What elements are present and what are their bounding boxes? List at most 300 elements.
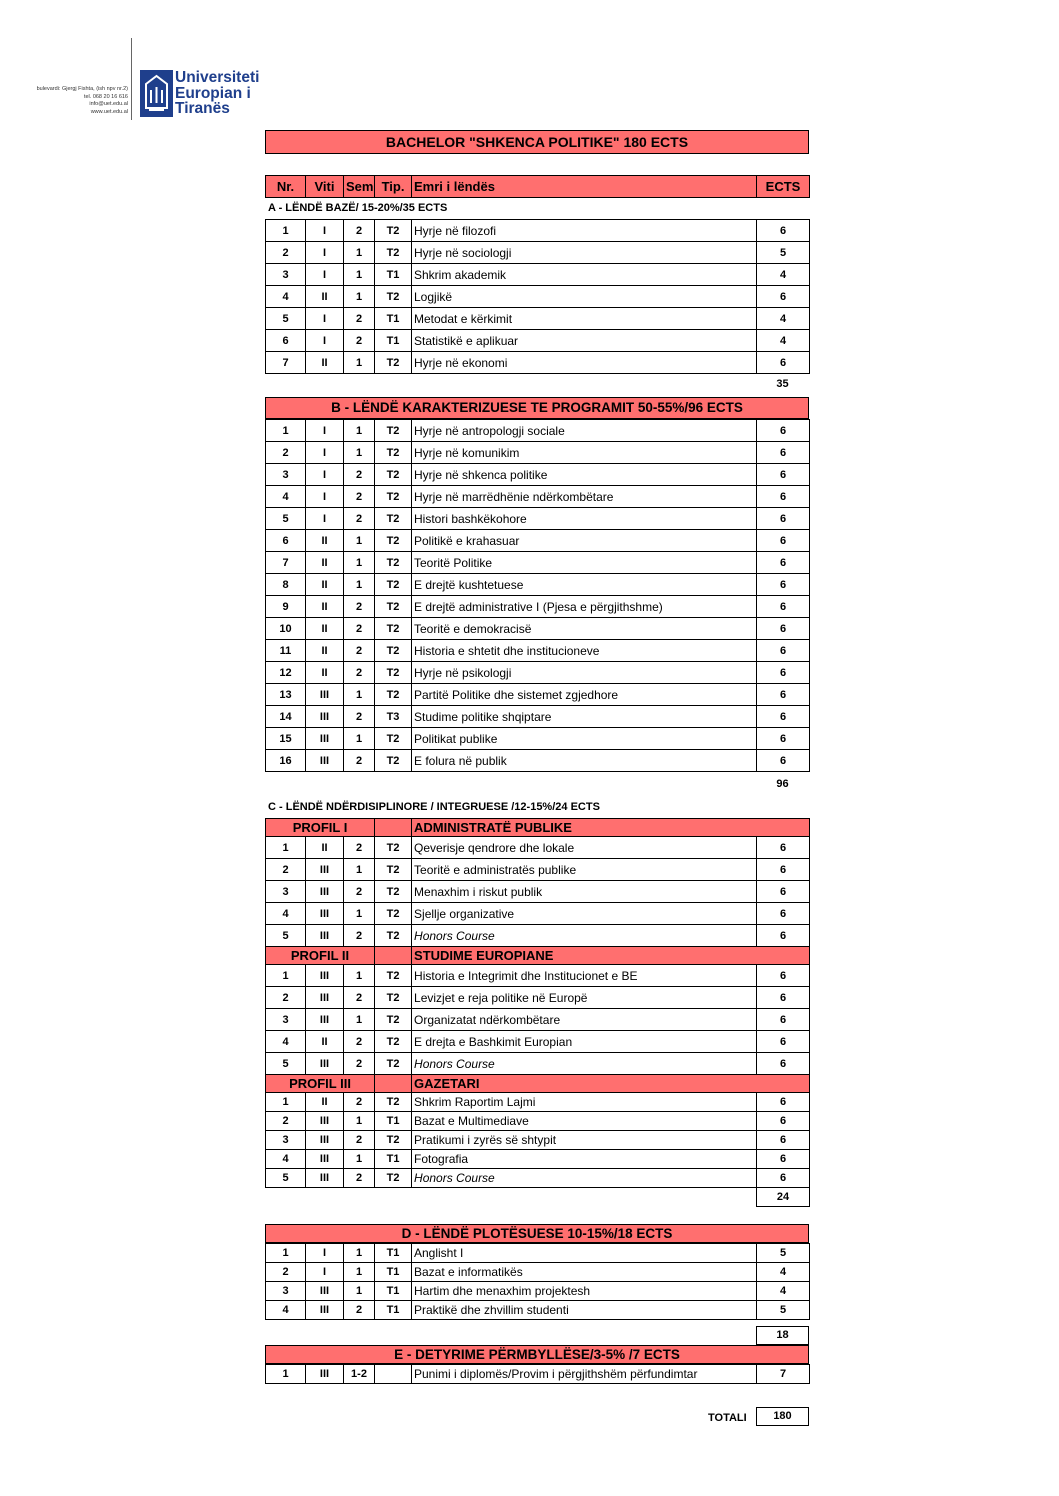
cell-ects: 6 [757, 1053, 810, 1075]
cell-nr: 3 [266, 264, 306, 286]
section-a-label: A - LËNDË BAZË/ 15-20%/35 ECTS [268, 202, 448, 214]
cell-tip: T2 [375, 464, 412, 486]
cell-viti: II [306, 552, 344, 574]
cell-sem: 2 [344, 881, 375, 903]
cell-nr: 6 [266, 330, 306, 352]
course-row [266, 1365, 810, 1384]
cell-viti: I [306, 308, 344, 330]
cell-viti: III [306, 1053, 344, 1075]
cell-course-name: Studime politike shqiptare [412, 706, 757, 728]
cell-sem: 2 [344, 464, 375, 486]
cell-tip: T2 [375, 1169, 412, 1188]
cell-tip: T2 [375, 925, 412, 947]
document-title: BACHELOR "SHKENCA POLITIKE" 180 ECTS [265, 130, 809, 154]
university-name [175, 70, 259, 117]
cell-course-name: Teoritë e demokracisë [412, 618, 757, 640]
course-row [266, 596, 810, 618]
cell-sem: 1 [344, 552, 375, 574]
cell-tip: T2 [375, 618, 412, 640]
col-sem: Sem [344, 176, 375, 198]
cell-nr: 3 [266, 464, 306, 486]
cell-viti: III [306, 750, 344, 772]
cell-viti: III [306, 1365, 344, 1384]
cell-tip: T2 [375, 442, 412, 464]
cell-nr: 2 [266, 987, 306, 1009]
cell-nr: 8 [266, 574, 306, 596]
cell-viti: II [306, 530, 344, 552]
cell-course-name: Shkrim akademik [412, 264, 757, 286]
cell-course-name: Hyrje në psikologji [412, 662, 757, 684]
cell-course-name: Historia e shtetit dhe institucioneve [412, 640, 757, 662]
cell-viti: I [306, 220, 344, 242]
cell-nr: 10 [266, 618, 306, 640]
course-row [266, 728, 810, 750]
course-row [266, 530, 810, 552]
cell-tip: T2 [375, 1053, 412, 1075]
cell-tip: T2 [375, 965, 412, 987]
cell-course-name: Qeverisje qendrore dhe lokale [412, 837, 757, 859]
cell-viti: III [306, 684, 344, 706]
cell-sem: 2 [344, 330, 375, 352]
cell-course-name: Hyrje në marrëdhënie ndërkombëtare [412, 486, 757, 508]
course-row [266, 640, 810, 662]
cell-sem: 1 [344, 1282, 375, 1301]
cell-course-name: E drejtë kushtetuese [412, 574, 757, 596]
cell-tip: T2 [375, 728, 412, 750]
cell-tip: T1 [375, 1263, 412, 1282]
course-row [266, 1093, 810, 1112]
cell-tip: T2 [375, 486, 412, 508]
cell-course-name: Hyrje në filozofi [412, 220, 757, 242]
cell-sem: 2 [344, 837, 375, 859]
cell-sem: 2 [344, 706, 375, 728]
section-b-table [265, 419, 810, 772]
cell-nr: 1 [266, 1244, 306, 1263]
cell-sem: 1 [344, 859, 375, 881]
cell-tip: T1 [375, 264, 412, 286]
cell-course-name: Punimi i diplomës/Provim i përgjithshëm përfundimtar [412, 1365, 757, 1384]
cell-sem: 2 [344, 618, 375, 640]
cell-sem: 1-2 [344, 1365, 375, 1384]
course-row [266, 903, 810, 925]
course-row [266, 837, 810, 859]
cell-ects: 6 [757, 881, 810, 903]
course-row [266, 1053, 810, 1075]
cell-nr: 3 [266, 881, 306, 903]
cell-nr: 1 [266, 420, 306, 442]
cell-tip: T2 [375, 552, 412, 574]
cell-nr: 5 [266, 308, 306, 330]
cell-sem: 1 [344, 1112, 375, 1131]
cell-ects: 6 [757, 1031, 810, 1053]
cell-tip: T1 [375, 1112, 412, 1131]
university-name-line: Europian i [175, 84, 251, 102]
cell-sem: 2 [344, 662, 375, 684]
cell-ects: 6 [757, 662, 810, 684]
cell-nr: 2 [266, 1263, 306, 1282]
col-nr: Nr. [266, 176, 306, 198]
cell-course-name: Logjikë [412, 286, 757, 308]
cell-nr: 1 [266, 837, 306, 859]
cell-nr: 4 [266, 486, 306, 508]
cell-viti: II [306, 286, 344, 308]
cell-viti: I [306, 420, 344, 442]
section-b-label: B - LËNDË KARAKTERIZUESE TE PROGRAMIT 50-55%/96 ECTS [265, 397, 809, 419]
cell-tip: T2 [375, 750, 412, 772]
cell-sem: 2 [344, 596, 375, 618]
cell-viti: III [306, 1301, 344, 1320]
course-row [266, 965, 810, 987]
total-label: TOTALI [708, 1412, 747, 1424]
cell-nr: 2 [266, 859, 306, 881]
cell-ects: 5 [757, 1244, 810, 1263]
cell-tip: T2 [375, 903, 412, 925]
cell-sem: 1 [344, 442, 375, 464]
course-row [266, 1282, 810, 1301]
cell-ects: 6 [757, 552, 810, 574]
cell-viti: III [306, 903, 344, 925]
cell-course-name: Praktikë dhe zhvillim studenti [412, 1301, 757, 1320]
cell-sem: 2 [344, 1053, 375, 1075]
course-row [266, 464, 810, 486]
cell-sem: 1 [344, 1009, 375, 1031]
cell-nr: 1 [266, 220, 306, 242]
cell-ects: 6 [757, 464, 810, 486]
cell-sem: 1 [344, 1150, 375, 1169]
cell-ects: 4 [757, 330, 810, 352]
cell-ects: 6 [757, 1169, 810, 1188]
total-value: 180 [756, 1407, 809, 1426]
cell-sem: 1 [344, 1263, 375, 1282]
cell-sem: 2 [344, 220, 375, 242]
cell-nr: 5 [266, 1169, 306, 1188]
cell-course-name: Hyrje në komunikim [412, 442, 757, 464]
cell-viti: III [306, 1282, 344, 1301]
cell-sem: 1 [344, 965, 375, 987]
col-ects: ECTS [757, 176, 810, 198]
cell-tip: T2 [375, 859, 412, 881]
course-row [266, 662, 810, 684]
address-line: bulevardi: Gjergj Fishta, (ish npv nr.2) [36, 86, 128, 92]
cell-ects: 6 [757, 965, 810, 987]
course-row [266, 1131, 810, 1150]
cell-sem: 2 [344, 987, 375, 1009]
course-row [266, 1112, 810, 1131]
cell-nr: 4 [266, 1301, 306, 1320]
cell-ects: 6 [757, 596, 810, 618]
course-row [266, 574, 810, 596]
cell-nr: 11 [266, 640, 306, 662]
cell-viti: II [306, 618, 344, 640]
cell-ects: 6 [757, 420, 810, 442]
profile-name: ADMINISTRATË PUBLIKE [412, 819, 810, 837]
cell-nr: 1 [266, 1365, 306, 1384]
cell-ects: 6 [757, 987, 810, 1009]
cell-course-name: Hartim dhe menaxhim projektesh [412, 1282, 757, 1301]
university-name-line: Tiranës [175, 100, 230, 117]
cell-ects: 4 [757, 1263, 810, 1282]
cell-ects: 4 [757, 308, 810, 330]
cell-sem: 1 [344, 574, 375, 596]
course-row [266, 1244, 810, 1263]
section-c-total-row [266, 1188, 810, 1207]
cell-sem: 1 [344, 728, 375, 750]
cell-sem: 2 [344, 508, 375, 530]
cell-nr: 9 [266, 596, 306, 618]
col-emri: Emri i lëndës [412, 176, 757, 198]
cell-ects: 6 [757, 574, 810, 596]
course-row [266, 987, 810, 1009]
cell-tip: T2 [375, 987, 412, 1009]
cell-sem: 1 [344, 420, 375, 442]
course-row [266, 552, 810, 574]
cell-viti: II [306, 1093, 344, 1112]
cell-course-name: Hyrje në sociologji [412, 242, 757, 264]
cell-ects: 6 [757, 925, 810, 947]
course-row [266, 925, 810, 947]
course-row [266, 330, 810, 352]
cell-ects: 6 [757, 706, 810, 728]
cell-viti: I [306, 486, 344, 508]
cell-sem: 2 [344, 925, 375, 947]
cell-sem: 1 [344, 903, 375, 925]
cell-course-name: Hyrje në antropologji sociale [412, 420, 757, 442]
profile-header-row [266, 1075, 810, 1093]
cell-nr: 2 [266, 242, 306, 264]
course-row [266, 618, 810, 640]
cell-ects: 6 [757, 1112, 810, 1131]
phone-line: tel. 068 20 16 616 [83, 93, 128, 100]
cell-nr: 3 [266, 1009, 306, 1031]
cell-viti: III [306, 859, 344, 881]
col-tip: Tip. [375, 176, 412, 198]
cell-ects: 6 [757, 508, 810, 530]
cell-ects: 6 [757, 837, 810, 859]
cell-tip: T1 [375, 1244, 412, 1263]
section-c-label: C - LËNDË NDËRDISIPLINORE / INTEGRUESE /12-15%/24 ECTS [268, 801, 600, 813]
cell-course-name: Bazat e Multimediave [412, 1112, 757, 1131]
cell-ects: 6 [757, 352, 810, 374]
course-row [266, 750, 810, 772]
cell-ects: 6 [757, 1150, 810, 1169]
cell-nr: 15 [266, 728, 306, 750]
profile-header-row [266, 947, 810, 965]
cell-course-name: Honors Course [412, 925, 757, 947]
cell-course-name: Hyrje në ekonomi [412, 352, 757, 374]
cell-course-name: Honors Course [412, 1169, 757, 1188]
course-row [266, 1301, 810, 1320]
course-row [266, 352, 810, 374]
cell-course-name: Politikat publike [412, 728, 757, 750]
header-divider [131, 38, 132, 120]
cell-nr: 16 [266, 750, 306, 772]
cell-nr: 5 [266, 1053, 306, 1075]
cell-sem: 1 [344, 242, 375, 264]
cell-ects: 6 [757, 903, 810, 925]
university-name-line: Universiteti [175, 69, 260, 86]
cell-nr: 14 [266, 706, 306, 728]
cell-sem: 2 [344, 1093, 375, 1112]
cell-course-name: Sjellje organizative [412, 903, 757, 925]
cell-tip: T2 [375, 1009, 412, 1031]
cell-course-name: Menaxhim i riskut publik [412, 881, 757, 903]
course-row [266, 1263, 810, 1282]
cell-nr: 1 [266, 965, 306, 987]
cell-sem: 2 [344, 308, 375, 330]
section-b-total: 96 [776, 778, 789, 790]
cell-nr: 3 [266, 1282, 306, 1301]
cell-tip: T2 [375, 596, 412, 618]
section-d-total: 18 [756, 1326, 809, 1345]
cell-course-name: Hyrje në shkenca politike [412, 464, 757, 486]
cell-tip: T2 [375, 530, 412, 552]
cell-tip: T2 [375, 684, 412, 706]
cell-viti: III [306, 1009, 344, 1031]
university-crest-icon [140, 70, 173, 117]
cell-viti: III [306, 965, 344, 987]
cell-viti: III [306, 706, 344, 728]
course-row [266, 1169, 810, 1188]
cell-sem: 1 [344, 530, 375, 552]
cell-viti: I [306, 264, 344, 286]
cell-course-name: Teoritë e administratës publike [412, 859, 757, 881]
course-row [266, 486, 810, 508]
course-row [266, 242, 810, 264]
cell-sem: 2 [344, 1169, 375, 1188]
cell-viti: I [306, 464, 344, 486]
cell-viti: III [306, 987, 344, 1009]
cell-course-name: E drejta e Bashkimit Europian [412, 1031, 757, 1053]
address-block [20, 86, 128, 116]
cell-course-name: Anglisht I [412, 1244, 757, 1263]
cell-nr: 6 [266, 530, 306, 552]
cell-tip: T1 [375, 330, 412, 352]
cell-nr: 2 [266, 1112, 306, 1131]
cell-viti: III [306, 1169, 344, 1188]
cell-viti: II [306, 352, 344, 374]
cell-tip: T1 [375, 1282, 412, 1301]
email-line: info@uet.edu.al [89, 101, 128, 108]
cell-course-name: Metodat e kërkimit [412, 308, 757, 330]
cell-ects: 7 [757, 1365, 810, 1384]
cell-viti: I [306, 508, 344, 530]
course-row [266, 706, 810, 728]
cell-ects: 5 [757, 1301, 810, 1320]
cell-viti: I [306, 442, 344, 464]
section-e-table [265, 1364, 810, 1384]
cell-ects: 6 [757, 728, 810, 750]
cell-tip: T2 [375, 640, 412, 662]
column-header-table [265, 175, 810, 198]
cell-tip: T2 [375, 881, 412, 903]
course-row [266, 442, 810, 464]
cell-tip: T2 [375, 352, 412, 374]
course-row [266, 508, 810, 530]
course-row [266, 420, 810, 442]
cell-viti: II [306, 662, 344, 684]
cell-sem: 2 [344, 1131, 375, 1150]
cell-ects: 4 [757, 1282, 810, 1301]
cell-course-name: Histori bashkëkohore [412, 508, 757, 530]
cell-nr: 2 [266, 442, 306, 464]
cell-tip: T2 [375, 242, 412, 264]
cell-nr: 4 [266, 1150, 306, 1169]
cell-tip: T2 [375, 286, 412, 308]
profile-header-row [266, 819, 810, 837]
cell-tip: T1 [375, 1150, 412, 1169]
course-row [266, 1031, 810, 1053]
cell-viti: III [306, 1150, 344, 1169]
cell-ects: 6 [757, 220, 810, 242]
cell-ects: 6 [757, 1093, 810, 1112]
cell-tip: T2 [375, 837, 412, 859]
section-c-table [265, 818, 810, 1207]
cell-viti: III [306, 728, 344, 750]
cell-tip: T2 [375, 508, 412, 530]
profile-label: PROFIL III [266, 1075, 375, 1093]
cell-viti: I [306, 1263, 344, 1282]
cell-tip: T2 [375, 574, 412, 596]
cell-viti: III [306, 1131, 344, 1150]
cell-sem: 1 [344, 286, 375, 308]
cell-course-name: E folura në publik [412, 750, 757, 772]
cell-tip: T1 [375, 1301, 412, 1320]
course-row [266, 220, 810, 242]
cell-ects: 6 [757, 1131, 810, 1150]
cell-course-name: Shkrim Raportim Lajmi [412, 1093, 757, 1112]
column-header-row [266, 176, 810, 198]
cell-nr: 7 [266, 552, 306, 574]
course-row [266, 308, 810, 330]
cell-ects: 6 [757, 859, 810, 881]
cell-ects: 6 [757, 618, 810, 640]
cell-viti: III [306, 881, 344, 903]
cell-nr: 5 [266, 925, 306, 947]
cell-tip: T2 [375, 220, 412, 242]
cell-sem: 2 [344, 486, 375, 508]
cell-course-name: E drejtë administrative I (Pjesa e përgjithshme) [412, 596, 757, 618]
cell-viti: I [306, 330, 344, 352]
cell-tip: T2 [375, 662, 412, 684]
profile-name: STUDIME EUROPIANE [412, 947, 810, 965]
cell-ects: 6 [757, 750, 810, 772]
cell-course-name: Pratikumi i zyrës së shtypit [412, 1131, 757, 1150]
cell-ects: 4 [757, 264, 810, 286]
cell-viti: I [306, 242, 344, 264]
cell-nr: 4 [266, 903, 306, 925]
cell-nr: 4 [266, 1031, 306, 1053]
cell-viti: II [306, 574, 344, 596]
cell-course-name: Bazat e informatikës [412, 1263, 757, 1282]
course-row [266, 1150, 810, 1169]
cell-tip: T2 [375, 1031, 412, 1053]
cell-course-name: Statistikë e aplikuar [412, 330, 757, 352]
cell-sem: 1 [344, 684, 375, 706]
cell-nr: 1 [266, 1093, 306, 1112]
course-row [266, 1009, 810, 1031]
cell-sem: 2 [344, 640, 375, 662]
cell-ects: 6 [757, 640, 810, 662]
cell-sem: 2 [344, 1301, 375, 1320]
section-c-total: 24 [757, 1188, 810, 1207]
cell-sem: 1 [344, 1244, 375, 1263]
cell-course-name: Organizatat ndërkombëtare [412, 1009, 757, 1031]
section-e-label: E - DETYRIME PËRMBYLLËSE/3-5% /7 ECTS [265, 1345, 809, 1364]
cell-sem: 2 [344, 750, 375, 772]
course-row [266, 859, 810, 881]
cell-ects: 6 [757, 1009, 810, 1031]
course-row [266, 264, 810, 286]
